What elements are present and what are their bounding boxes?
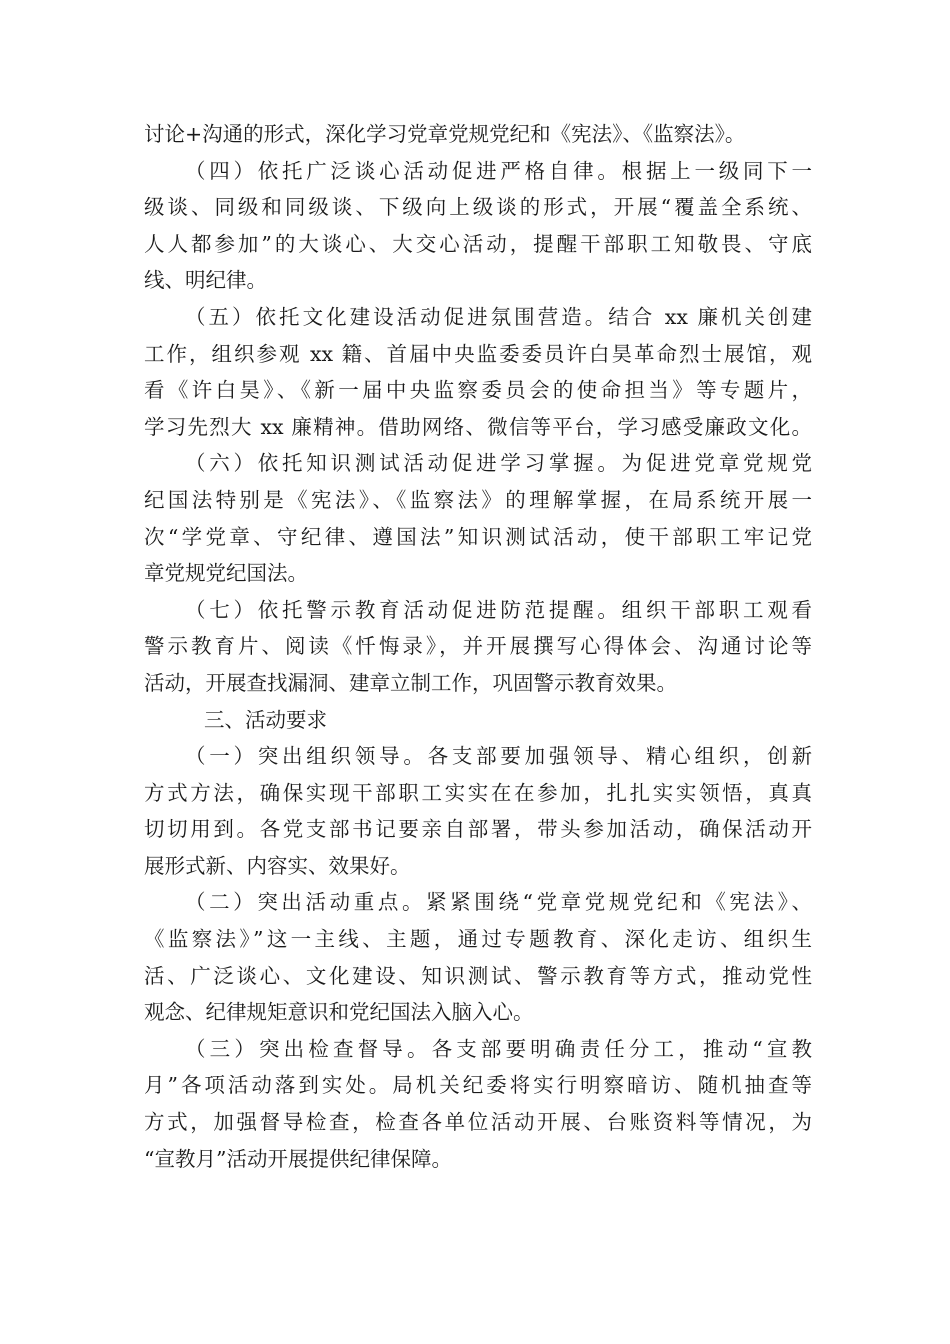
text-line: 章党规党纪国法。	[144, 561, 308, 586]
document-body	[144, 116, 812, 1177]
text-line: 方式，加强督导检查，检查各单位活动开展、台账资料等情况，为	[144, 1110, 812, 1135]
text-line: 次“学党章、守纪律、遵国法”知识测试活动，使干部职工牢记党	[144, 524, 812, 549]
text-line: 学习先烈大 xx 廉精神。借助网络、微信等平台，学习感受廉政文化。	[144, 414, 812, 439]
text-line: 线、明纪律。	[144, 268, 267, 293]
paragraph-first-line: （五）依托文化建设活动促进氛围营造。结合 xx 廉机关创建	[185, 304, 812, 329]
text-line: 警示教育片、阅读《忏悔录》，并开展撰写心得体会、沟通讨论等	[144, 634, 812, 659]
paragraph-first-line: （一）突出组织领导。各支部要加强领导、精心组织，创新	[185, 744, 812, 769]
text-line: 纪国法特别是《宪法》、《监察法》的理解掌握，在局系统开展一	[144, 487, 812, 512]
text-line: “宣教月”活动开展提供纪律保障。	[144, 1146, 452, 1171]
text-line: 工作，组织参观 xx 籍、首届中央监委委员许白昊革命烈士展馆，观	[144, 341, 812, 366]
text-line: 人人都参加”的大谈心、大交心活动，提醒干部职工知敬畏、守底	[144, 231, 812, 256]
text-line: 活动，开展查找漏洞、建章立制工作，巩固警示教育效果。	[144, 670, 677, 695]
text-line: 观念、纪律规矩意识和党纪国法入脑入心。	[144, 1000, 534, 1025]
paragraph-first-line: （四）依托广泛谈心活动促进严格自律。根据上一级同下一	[185, 158, 812, 183]
paragraph-first-line: （七）依托警示教育活动促进防范提醒。组织干部职工观看	[185, 597, 812, 622]
section-heading: 三、活动要求	[204, 707, 327, 732]
text-line: 活、广泛谈心、文化建设、知识测试、警示教育等方式，推动党性	[144, 963, 812, 988]
text-line: 方式方法，确保实现干部职工实实在在参加，扎扎实实领悟，真真	[144, 780, 812, 805]
text-line: 展形式新、内容实、效果好。	[144, 853, 411, 878]
paragraph-first-line: （二）突出活动重点。紧紧围绕“党章党规党纪和《宪法》、	[185, 890, 812, 915]
paragraph-first-line: （三）突出检查督导。各支部要明确责任分工，推动“宣教	[185, 1036, 812, 1061]
paragraph-first-line: （六）依托知识测试活动促进学习掌握。为促进党章党规党	[185, 451, 812, 476]
text-line: 级谈、同级和同级谈、下级向上级谈的形式，开展“覆盖全系统、	[144, 195, 812, 220]
text-line: 看《许白昊》、《新一届中央监察委员会的使命担当》等专题片，	[144, 378, 812, 403]
text-line: 《监察法》”这一主线、主题，通过专题教育、深化走访、组织生	[144, 927, 812, 952]
text-line: 月”各项活动落到实处。局机关纪委将实行明察暗访、随机抽查等	[144, 1073, 812, 1098]
text-line: 讨论+沟通的形式，深化学习党章党规党纪和《宪法》、《监察法》。	[144, 122, 746, 146]
text-line: 切切用到。各党支部书记要亲自部署，带头参加活动，确保活动开	[144, 817, 812, 842]
